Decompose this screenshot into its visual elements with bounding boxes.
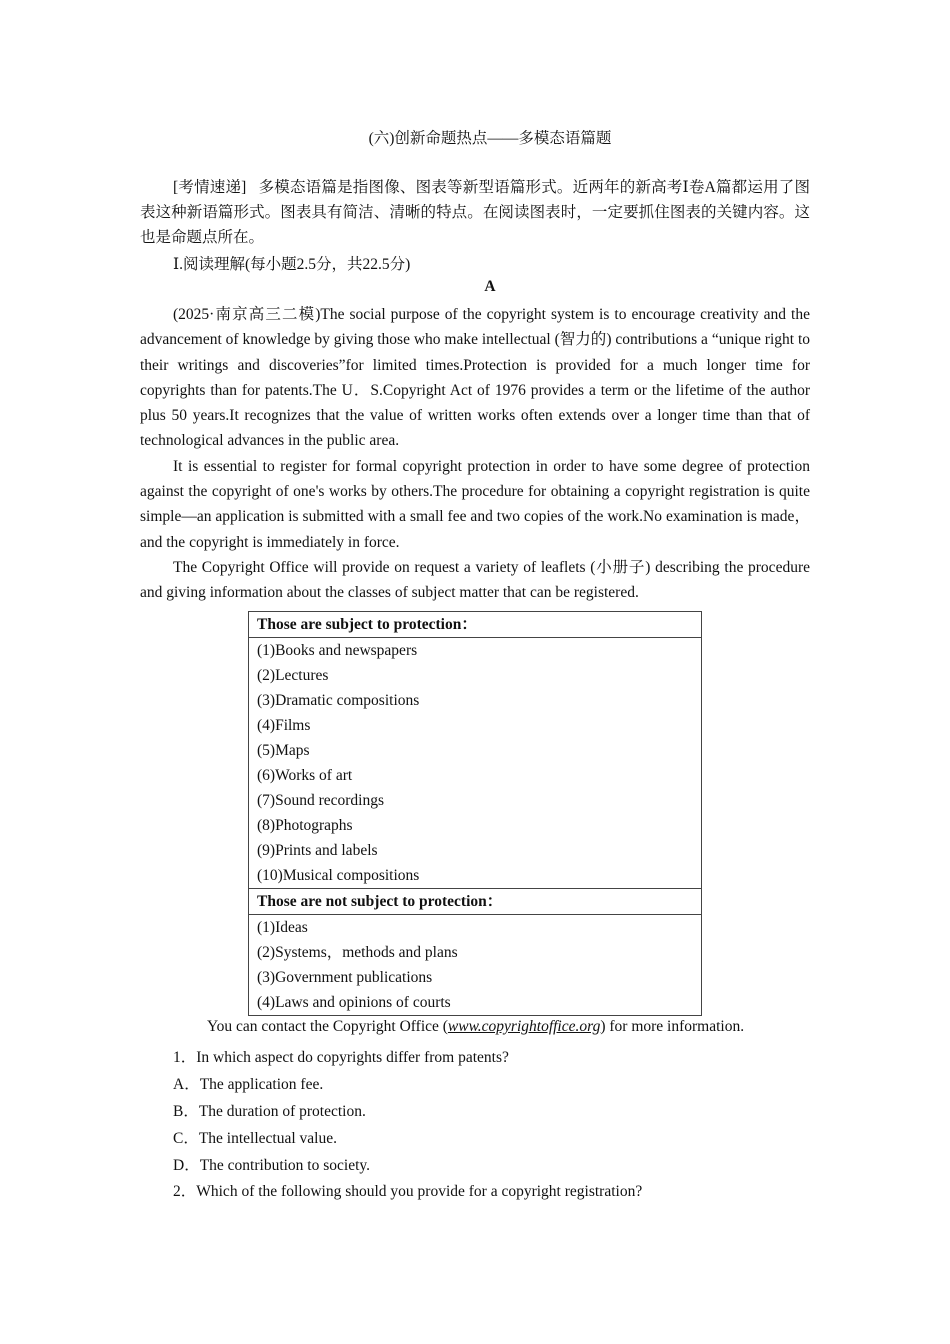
passage-paragraph-1: (2025·南京高三二模)The social purpose of the copyright system is to encourage creativity and the advancement of knowledge by giving those who make intellectual (智力的) contributions a “unique right to their writings and discoveries”for limited times.Protection is provided for a much longer time for copyrights than for patents.The U．S.Copyright Act of 1976 provides a term or the lifetime of the author plus 50 years.It recognizes that the value of written works often extends over a longer time than that of technological advances in the public area. <box>140 306 810 450</box>
intro-paragraph <box>140 175 810 250</box>
protected-heading: Those are subject to protection： <box>249 612 702 638</box>
list-item: (10)Musical compositions <box>257 867 420 884</box>
list-item: (7)Sound recordings <box>257 792 384 809</box>
question-1: 1．In which aspect do copyrights differ from patents? <box>173 1049 509 1066</box>
list-item: (3)Dramatic compositions <box>257 692 420 709</box>
passage <box>140 302 810 606</box>
list-item: (5)Maps <box>257 742 310 759</box>
protected-list <box>249 638 702 889</box>
contact-text-before: You can contact the Copyright Office ( <box>207 1018 448 1035</box>
not-protected-list <box>249 915 702 1016</box>
list-item: (8)Photographs <box>257 817 353 834</box>
option-b: B．The duration of protection. <box>173 1103 366 1120</box>
option-d: D．The contribution to society. <box>173 1157 371 1174</box>
list-item: (4)Films <box>257 717 311 734</box>
list-item: (1)Ideas <box>257 919 308 936</box>
list-item: (1)Books and newspapers <box>257 642 418 659</box>
contact-line <box>207 1018 847 1036</box>
passage-letter: A <box>484 278 496 295</box>
document-title: (六)创新命题热点——多模态语篇题 <box>368 130 612 147</box>
contact-text-after: ) for more information. <box>600 1018 745 1035</box>
list-item: (9)Prints and labels <box>257 842 378 859</box>
intro-text: 多模态语篇是指图像、图表等新型语篇形式。近两年的新高考Ⅰ卷A篇都运用了图表这种新语篇形式。图表具有简洁、清晰的特点。在阅读图表时，一定要抓住图表的关键内容。这也是命题点所在。 <box>140 179 810 246</box>
option-c: C．The intellectual value. <box>173 1130 337 1147</box>
copyright-subject-table <box>248 611 702 1016</box>
passage-paragraph-2: It is essential to register for formal copyright protection in order to have some degree of protection against the copyright of one's works by others.The procedure for obtaining a copyright registration is quite simple—an application is submitted with a small fee and two copies of the work.No examination is made，and the copyright is immediately in force. <box>140 457 810 551</box>
list-item: (3)Government publications <box>257 969 433 986</box>
option-a: A．The application fee. <box>173 1076 324 1093</box>
list-item: (4)Laws and opinions of courts <box>257 994 451 1011</box>
list-item: (2)Systems，methods and plans <box>257 944 458 961</box>
section-heading: Ⅰ.阅读理解(每小题2.5分，共22.5分) <box>173 256 411 273</box>
list-item: (6)Works of art <box>257 767 353 784</box>
copyright-office-link[interactable]: www.copyrightoffice.org <box>447 1018 601 1035</box>
not-protected-heading: Those are not subject to protection： <box>249 889 702 915</box>
intro-tag: [考情速递] <box>173 179 247 196</box>
passage-paragraph-3: The Copyright Office will provide on request a variety of leaflets (小册子) describing the procedure and giving information about the classes of subject matter that can be registered. <box>140 558 810 602</box>
list-item: (2)Lectures <box>257 667 329 684</box>
question-2: 2．Which of the following should you provide for a copyright registration? <box>173 1183 643 1200</box>
